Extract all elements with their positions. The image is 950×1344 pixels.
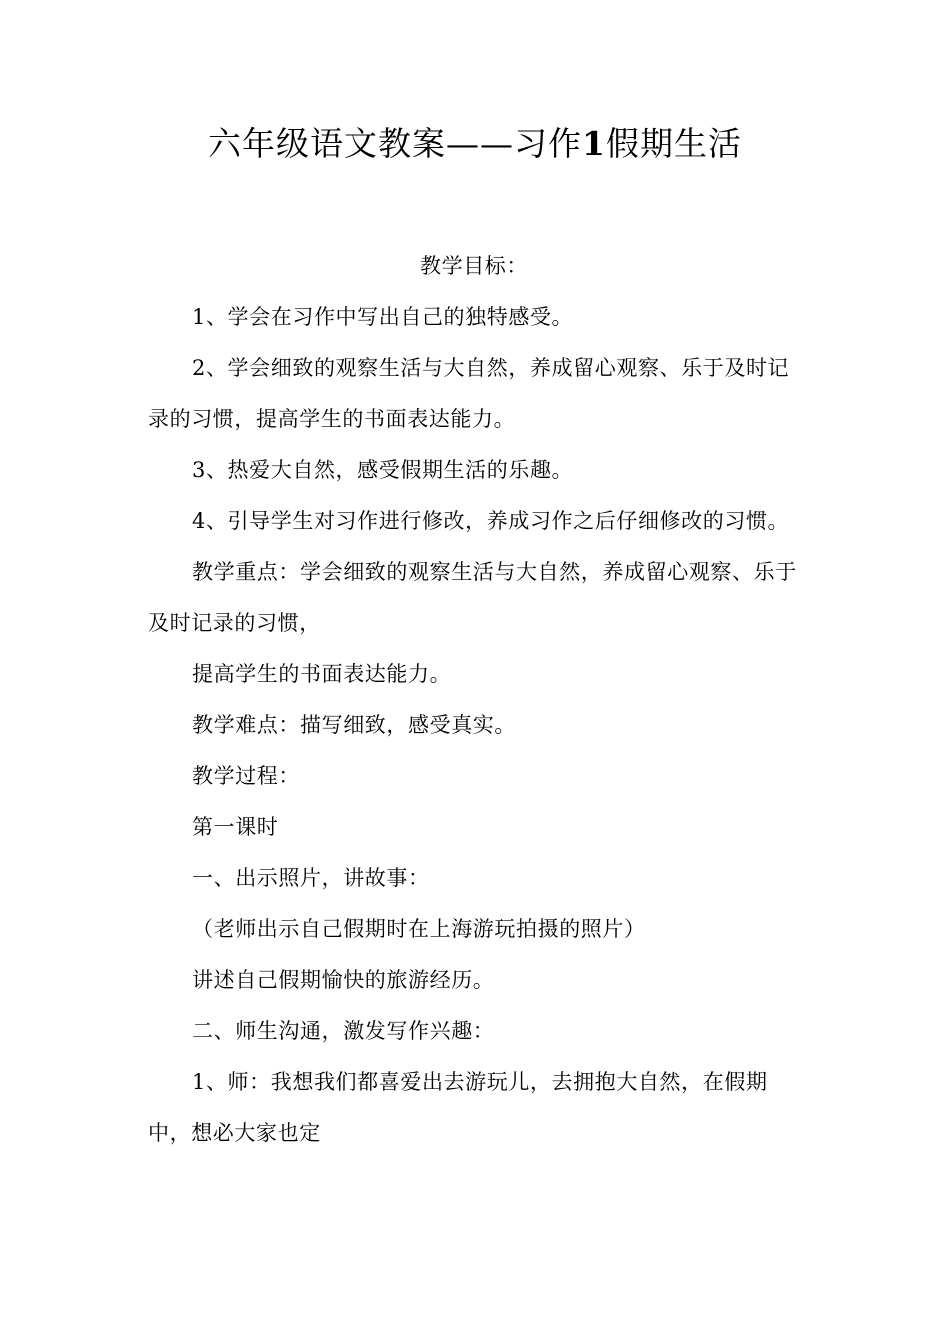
paragraph: 1、师：我想我们都喜爱出去游玩儿，去拥抱大自然，在假期中，想必大家也定 bbox=[148, 1070, 768, 1145]
paragraph: 二、师生沟通，激发写作兴趣： bbox=[192, 1019, 495, 1043]
paragraph: 讲述自己假期愉快的旅游经历。 bbox=[192, 968, 495, 992]
paragraph: 1、学会在习作中写出自己的独特感受。 bbox=[192, 305, 574, 329]
section-heading-objectives: 教学目标： bbox=[420, 254, 528, 278]
paragraph: 第一课时 bbox=[192, 815, 279, 839]
document-body bbox=[148, 241, 800, 1159]
paragraph: （老师出示自己假期时在上海游玩拍摄的照片） bbox=[192, 917, 646, 941]
paragraph: 一、出示照片，讲故事： bbox=[192, 866, 430, 890]
paragraph: 教学重点：学会细致的观察生活与大自然，养成留心观察、乐于及时记录的习惯， bbox=[148, 560, 797, 635]
title-suffix: 假期生活 bbox=[605, 124, 742, 163]
paragraph: 2、学会细致的观察生活与大自然，养成留心观察、乐于及时记录的习惯，提高学生的书面表达能力。 bbox=[148, 356, 790, 431]
paragraph: 提高学生的书面表达能力。 bbox=[192, 662, 452, 686]
title-prefix: 六年级语文教案——习作 bbox=[208, 124, 583, 163]
paragraph: 教学难点：描写细致，感受真实。 bbox=[192, 713, 516, 737]
paragraph: 4、引导学生对习作进行修改，养成习作之后仔细修改的习惯。 bbox=[192, 509, 790, 533]
paragraph: 教学过程： bbox=[192, 764, 300, 788]
title-number: 1 bbox=[582, 124, 606, 163]
paragraph: 3、热爱大自然，感受假期生活的乐趣。 bbox=[192, 458, 574, 482]
document-title bbox=[0, 118, 950, 170]
